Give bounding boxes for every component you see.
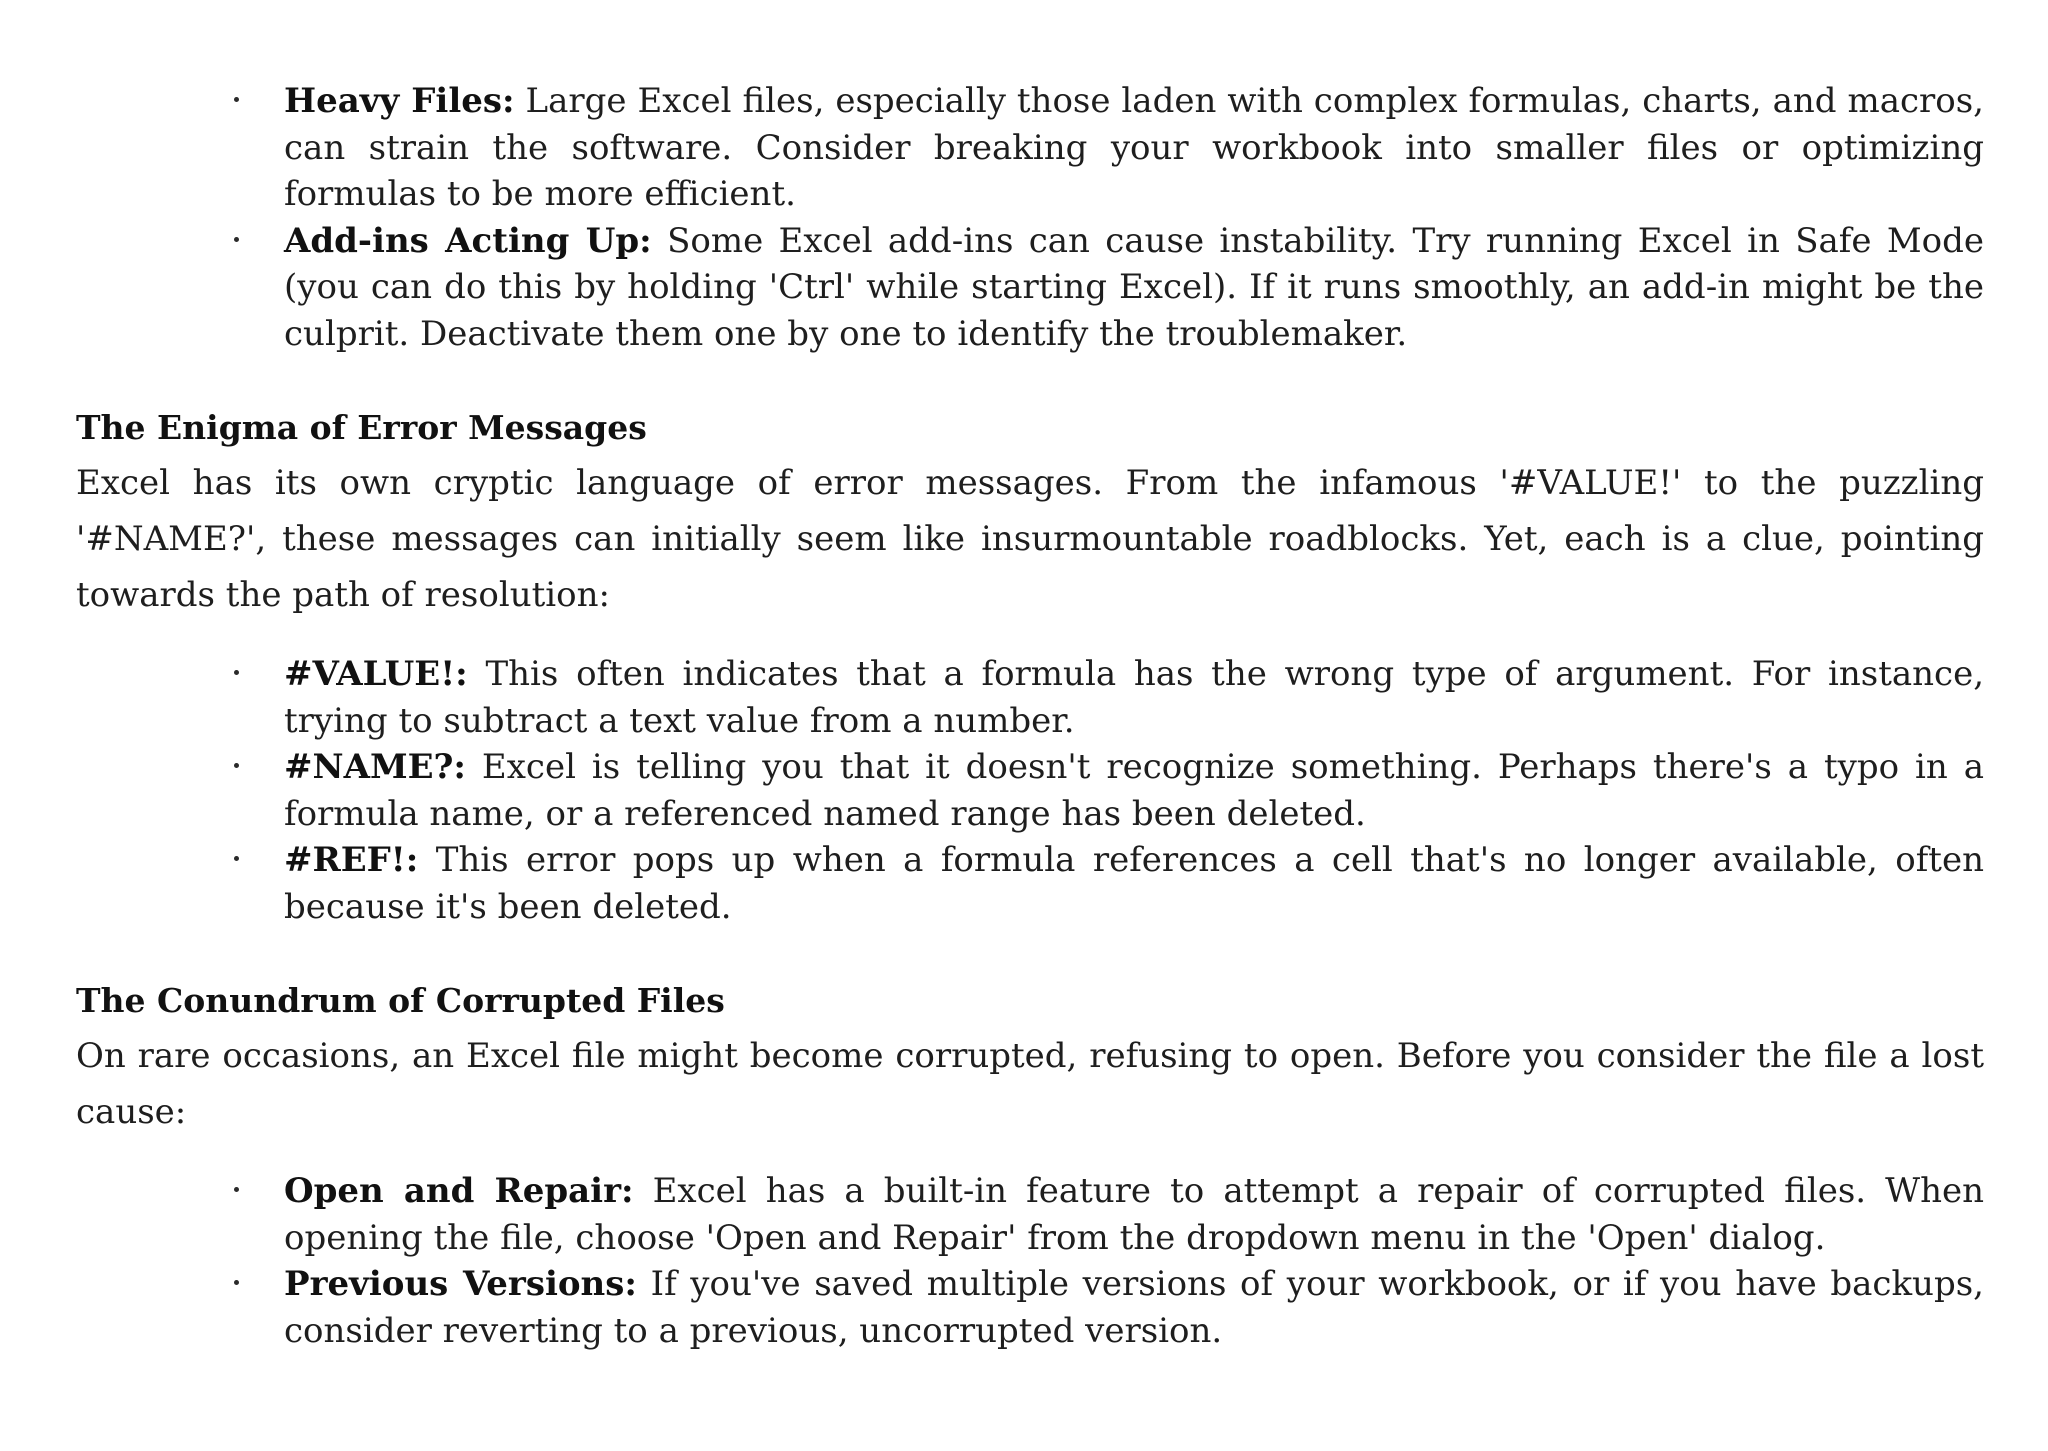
bullet-list-performance	[76, 78, 1984, 357]
bullet-icon	[234, 856, 239, 861]
bullet-icon	[234, 237, 239, 242]
list-item-text: This often indicates that a formula has the wrong type of argument. For instance, trying to subtract a text value from a number.	[284, 654, 1984, 741]
list-item	[284, 218, 1984, 358]
list-item-text: Excel has a built-in feature to attempt a repair of corrupted files. When opening the file, choose 'Open and Repair' from the dropdown menu in the 'Open' dialog.	[284, 1171, 1985, 1258]
bullet-icon	[234, 97, 239, 102]
section-intro-errors: Excel has its own cryptic language of error messages. From the infamous '#VALUE!' to the puzzling '#NAME?', these messages can initially seem like insurmountable roadblocks. Yet, each is a clue, pointing towards the path of resolution:	[76, 463, 1984, 615]
list-item	[284, 837, 1984, 930]
list-item-term: #VALUE!:	[284, 654, 468, 694]
list-item-text: Some Excel add-ins can cause instability. Try running Excel in Safe Mode (you can do this by holding 'Ctrl' while starting Excel). If it runs smoothly, an add-in might be the culprit. Deactivate them one by one to identify the troublemaker.	[284, 220, 1985, 354]
bullet-icon	[234, 670, 239, 675]
list-item-text: If you've saved multiple versions of your workbook, or if you have backups, consider reverting to a previous, uncorrupted version.	[284, 1264, 1984, 1351]
document-page	[76, 78, 1984, 1354]
section-intro-corrupted: On rare occasions, an Excel file might become corrupted, refusing to open. Before you consider the file a lost cause:	[76, 1036, 1984, 1132]
list-item	[284, 744, 1984, 837]
section-heading-errors: The Enigma of Error Messages	[76, 408, 647, 447]
bullet-icon	[234, 763, 239, 768]
list-item	[284, 78, 1984, 218]
list-item-text: Large Excel files, especially those laden with complex formulas, charts, and macros, can strain the software. Consider breaking your workbook into smaller files or optimizing formulas to be more efficient.	[284, 81, 1984, 214]
section-heading-corrupted: The Conundrum of Corrupted Files	[76, 981, 725, 1020]
list-item-term: Open and Repair:	[284, 1171, 634, 1211]
bullet-list-corrupted	[76, 1168, 1984, 1354]
bullet-icon	[234, 1280, 239, 1285]
list-item-term: Previous Versions:	[284, 1264, 637, 1304]
list-item	[284, 651, 1984, 744]
list-item	[284, 1261, 1984, 1354]
bullet-icon	[234, 1187, 239, 1192]
list-item-text: Excel is telling you that it doesn't recognize something. Perhaps there's a typo in a formula name, or a referenced named range has been deleted.	[284, 747, 1984, 834]
bullet-list-errors	[76, 651, 1984, 930]
list-item-term: Add-ins Acting Up:	[284, 220, 652, 261]
list-item-term: #REF!:	[284, 840, 419, 880]
list-item	[284, 1168, 1984, 1261]
list-item-term: Heavy Files:	[284, 81, 515, 121]
list-item-text: This error pops up when a formula references a cell that's no longer available, often because it's been deleted.	[284, 840, 1984, 927]
list-item-term: #NAME?:	[284, 747, 466, 787]
